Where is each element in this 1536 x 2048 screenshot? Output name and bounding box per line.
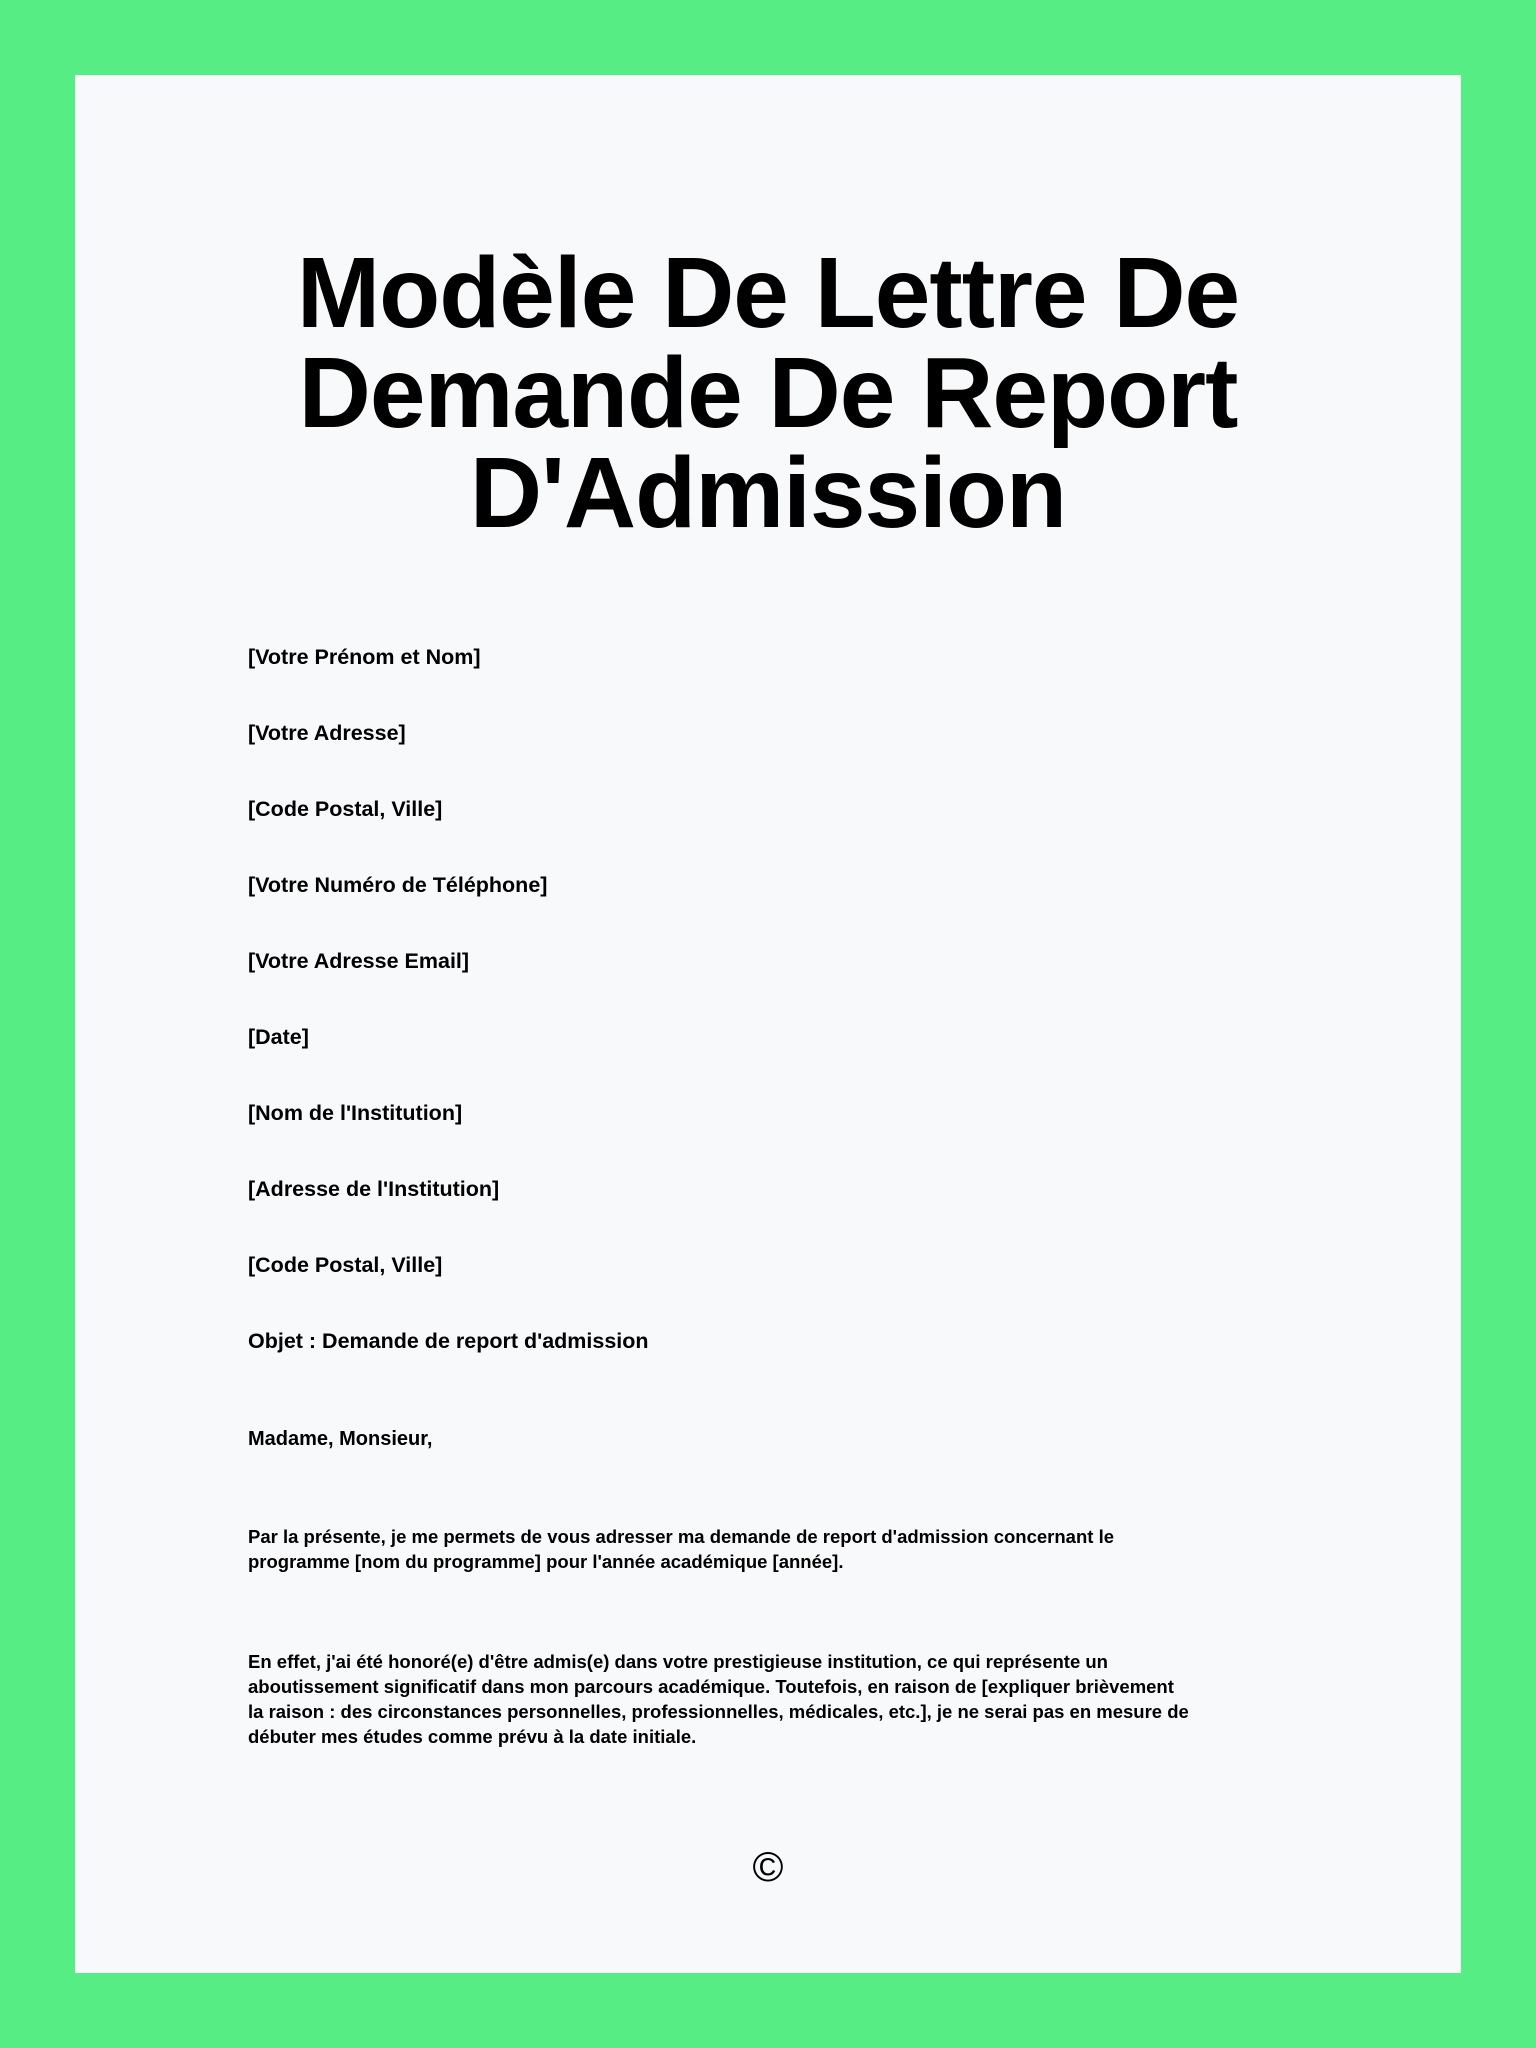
letter-content: [248, 75, 1288, 1889]
title-line-2: Demande De Report: [298, 337, 1238, 449]
paragraph-2-line-1: En effet, j'ai été honoré(e) d'être admis(e) dans votre prestigieuse institution, ce qui représente un: [248, 1651, 1108, 1672]
recipient-address-block: [248, 1102, 1288, 1276]
institution-address-placeholder: [Adresse de l'Institution]: [248, 1177, 500, 1201]
sender-address-block: [248, 646, 1288, 1048]
paragraph-2-line-3: la raison : des circonstances personnelles, professionnelles, médicales, etc.], je ne serai pas en mesure de: [248, 1701, 1189, 1722]
title-line-3: D'Admission: [469, 437, 1067, 549]
title-line-1: Modèle De Lettre De: [296, 237, 1240, 349]
date-placeholder: [Date]: [248, 1025, 309, 1049]
sender-address-placeholder: [Votre Adresse]: [248, 721, 406, 745]
paragraph-2-line-2: aboutissement significatif dans mon parcours académique. Toutefois, en raison de [expliquer brièvement: [248, 1676, 1174, 1697]
subject-line: Objet : Demande de report d'admission: [248, 1329, 649, 1353]
document-title: [248, 237, 1288, 549]
paragraph-2-line-4: débuter mes études comme prévu à la date initiale.: [248, 1726, 697, 1747]
copyright-icon: ©: [752, 1843, 784, 1890]
body-paragraph-2: [248, 1649, 1288, 1749]
sender-name-placeholder: [Votre Prénom et Nom]: [248, 645, 481, 669]
letter-page: [75, 75, 1461, 1973]
sender-postal-city-placeholder: [Code Postal, Ville]: [248, 797, 443, 821]
paragraph-1-line-1: Par la présente, je me permets de vous adresser ma demande de report d'admission concernant le: [248, 1526, 1115, 1547]
salutation: Madame, Monsieur,: [248, 1428, 433, 1450]
institution-name-placeholder: [Nom de l'Institution]: [248, 1101, 463, 1125]
sender-email-placeholder: [Votre Adresse Email]: [248, 949, 470, 973]
sender-phone-placeholder: [Votre Numéro de Téléphone]: [248, 873, 548, 897]
institution-postal-city-placeholder: [Code Postal, Ville]: [248, 1253, 443, 1277]
paragraph-1-line-2: programme [nom du programme] pour l'année académique [année].: [248, 1551, 844, 1572]
body-paragraph-1: [248, 1524, 1288, 1574]
